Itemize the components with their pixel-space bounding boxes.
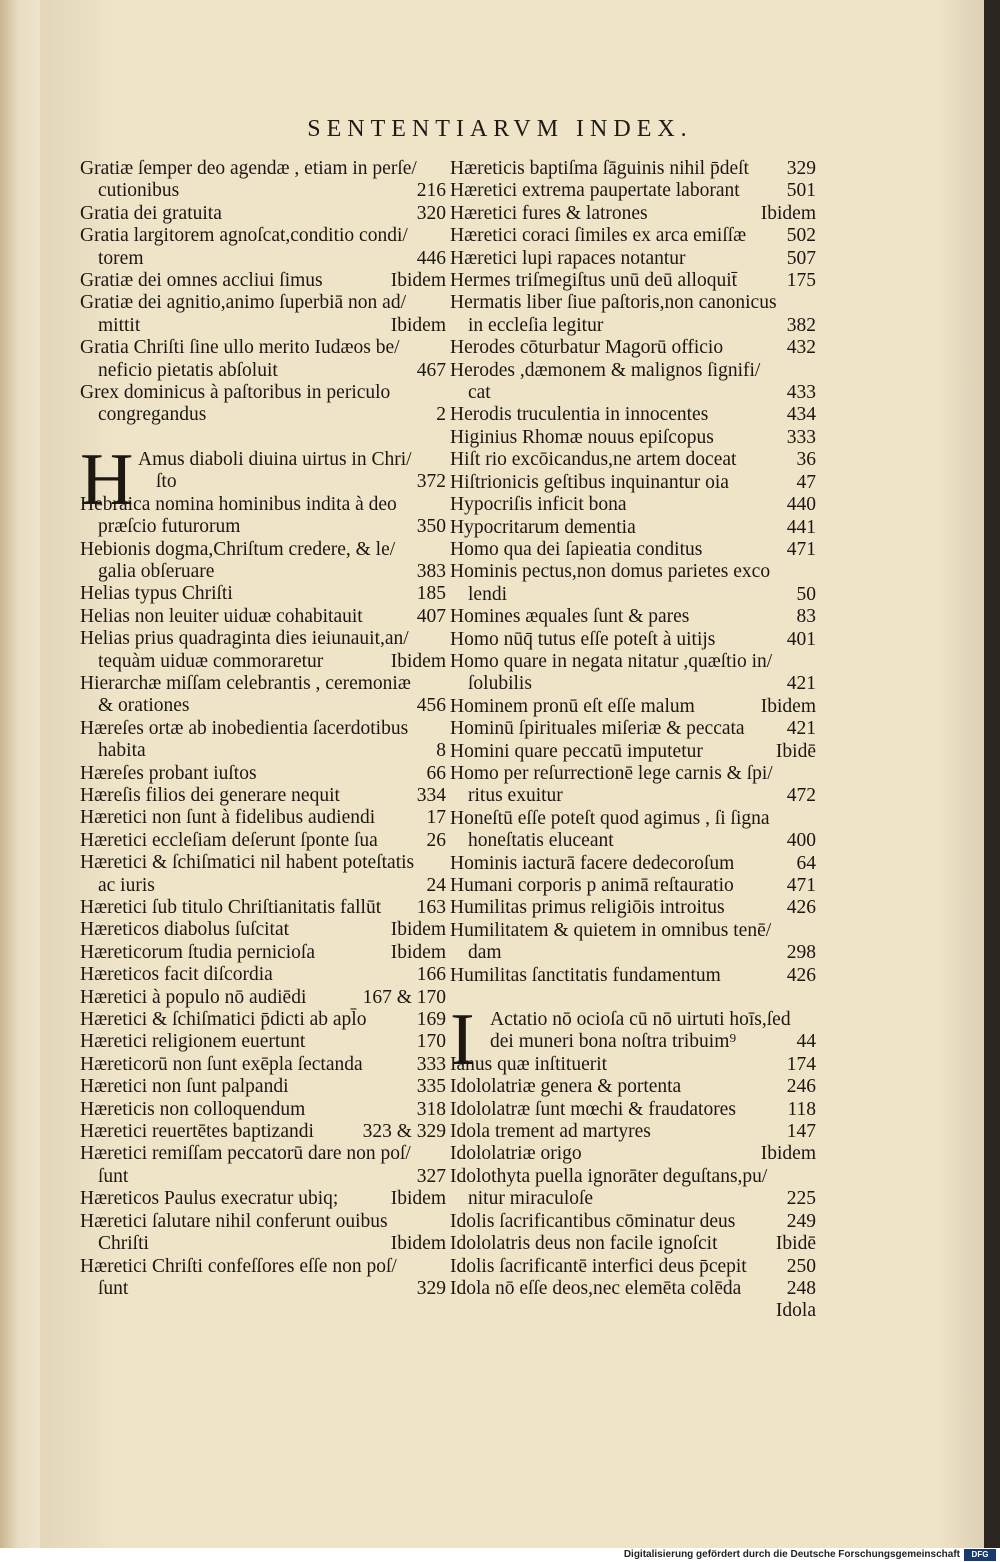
page-ref: Ibidem bbox=[760, 695, 816, 717]
index-entry bbox=[450, 1278, 816, 1300]
page-ref: 334 bbox=[416, 784, 446, 806]
right-column bbox=[450, 158, 816, 1322]
index-entry bbox=[450, 965, 816, 987]
entry-text-cont: præſcio futurorum bbox=[98, 516, 241, 538]
entry-text: Idolis ſacrificantē interfici deus p̄cepit bbox=[450, 1255, 747, 1277]
entry-text: Helias prius quadraginta dies ieiunauit,an/ bbox=[80, 628, 409, 650]
page-ref: Ibidem bbox=[390, 941, 446, 963]
entry-text: Honeſtū eſſe poteſt quod agimus , ſi ſigna bbox=[450, 807, 770, 829]
entry-text: Hæretici fures & latrones bbox=[450, 202, 648, 224]
entry-text: Hæretici lupi rapaces notantur bbox=[450, 247, 686, 269]
index-entry bbox=[80, 1076, 446, 1098]
entry-text: Grex dominicus à paſtoribus in periculo bbox=[80, 382, 391, 404]
index-entry bbox=[80, 1099, 446, 1121]
index-entry bbox=[450, 1121, 816, 1143]
index-entries-h bbox=[80, 494, 446, 1301]
entry-text: Humilitas ſanctitatis fundamentum bbox=[450, 964, 721, 986]
entry-text: Hominis iacturā facere dedecoroſum bbox=[450, 852, 735, 874]
entry-text: Hæretici ſalutare nihil conferunt ouibus bbox=[80, 1210, 388, 1232]
entry-text: Hæreticorū non ſunt exēpla ſectanda bbox=[80, 1053, 363, 1075]
index-entry bbox=[450, 920, 816, 965]
entry-text-cont: honeſtatis eluceant bbox=[468, 830, 614, 852]
entry-text: Hæreticis non colloquendum bbox=[80, 1098, 306, 1120]
index-entry bbox=[490, 1009, 816, 1054]
entry-text: Hæreticorum ſtudia pernicioſa bbox=[80, 941, 316, 963]
page-ref: 44 bbox=[796, 1031, 816, 1053]
entry-text: Hæreſis filios dei generare nequit bbox=[80, 784, 340, 806]
page-ref: Ibidem bbox=[390, 650, 446, 672]
index-entry bbox=[450, 1211, 816, 1233]
entry-text-cont: ritus exuitur bbox=[468, 785, 563, 807]
page-ref: 327 bbox=[416, 1165, 446, 1187]
entry-text: Hæreſes ortæ ab inobedientia ſacerdotibus bbox=[80, 717, 409, 739]
entry-text: Gratiæ dei omnes accliui ſimus bbox=[80, 270, 323, 292]
index-entry bbox=[80, 987, 446, 1009]
entry-text-cont: lendi bbox=[468, 583, 507, 605]
page-ref: 432 bbox=[786, 337, 816, 359]
index-entries-g bbox=[80, 158, 446, 427]
page-ref: 501 bbox=[786, 180, 816, 202]
page-ref: 50 bbox=[796, 583, 816, 605]
index-entry bbox=[450, 1233, 816, 1255]
entry-text: Hæretici ſub titulo Chriſtianitatis fallūt bbox=[80, 897, 382, 918]
entry-text: Gratiæ ſemper deo agendæ , etiam in perſe/ bbox=[80, 158, 417, 179]
entry-text: Hæretici religionem euertunt bbox=[80, 1031, 306, 1053]
entry-text: Homo qua dei ſapieatia conditus bbox=[450, 538, 703, 560]
index-entry bbox=[80, 337, 446, 382]
page-ref: 441 bbox=[786, 516, 816, 538]
index-entry bbox=[80, 897, 446, 919]
page-ref: 66 bbox=[426, 762, 446, 784]
index-entry bbox=[80, 942, 446, 964]
index-entry bbox=[80, 763, 446, 785]
index-entry bbox=[450, 1054, 816, 1076]
index-entry bbox=[80, 494, 446, 539]
entry-text: Hominū ſpirituales miſeriæ & peccata bbox=[450, 718, 745, 740]
page-ref: 434 bbox=[786, 404, 816, 426]
page-edge-shadow bbox=[984, 0, 1000, 1548]
page-ref: 323 & 329 bbox=[362, 1121, 446, 1143]
page-ref: 318 bbox=[416, 1098, 446, 1120]
entry-text: Herodes ,dæmonem & malignos ſignifi/ bbox=[450, 359, 761, 381]
index-entry bbox=[450, 1143, 816, 1165]
index-entry bbox=[450, 517, 816, 539]
entry-text: Amus diaboli diuina uirtus in Chri/ bbox=[138, 448, 412, 470]
index-entry bbox=[80, 1256, 446, 1301]
entry-text-cont: habita bbox=[98, 740, 146, 762]
entry-text-cont: ac iuris bbox=[98, 874, 155, 896]
index-entry bbox=[450, 360, 816, 405]
entry-text: Hermes triſmegiſtus unū deū alloquit̄ bbox=[450, 270, 738, 292]
index-entry bbox=[80, 382, 446, 427]
page-ref: 421 bbox=[786, 673, 816, 695]
page-ref: 147 bbox=[786, 1121, 816, 1143]
index-entry bbox=[450, 629, 816, 651]
page-ref: Ibidem bbox=[390, 314, 446, 336]
index-entries-h2 bbox=[450, 158, 816, 987]
page-ref: 166 bbox=[416, 964, 446, 986]
page-ref: 426 bbox=[786, 897, 816, 919]
page-ref: 163 bbox=[416, 897, 446, 918]
dfg-logo: DFG bbox=[964, 1549, 996, 1561]
index-entry bbox=[80, 203, 446, 225]
footer-bar bbox=[0, 1548, 1000, 1562]
index-entry bbox=[450, 561, 816, 606]
page-ref: 118 bbox=[787, 1098, 816, 1120]
entry-text-cont: ſunt bbox=[98, 1277, 129, 1299]
entry-text: Hebraica nomina hominibus indita à deo bbox=[80, 493, 397, 515]
entry-text: Hæretici & ſchiſmatici p̄dicti ab apl̄o bbox=[80, 1009, 367, 1031]
page-ref: 248 bbox=[786, 1277, 816, 1299]
page-ref: Ibidem bbox=[390, 270, 446, 292]
index-entry bbox=[450, 539, 816, 561]
page-ref: 8 bbox=[436, 740, 446, 762]
index-entry bbox=[80, 785, 446, 807]
page-ref: 167 & 170 bbox=[362, 986, 446, 1008]
entry-text-cont: dei muneri bona noſtra tribuim⁹ bbox=[490, 1031, 737, 1053]
entry-text: Homini quare peccatū imputetur bbox=[450, 740, 703, 762]
page-ref: 333 bbox=[786, 426, 816, 448]
entry-text: Homines æquales ſunt & pares bbox=[450, 606, 690, 628]
entry-text: Hæretici extrema paupertate laborant bbox=[450, 180, 740, 202]
entry-text: Hæretici coraci ſimiles ex arca emiſſæ bbox=[450, 225, 747, 247]
index-entry bbox=[450, 696, 816, 718]
dropcap-h: H bbox=[80, 438, 134, 521]
page-ref: 471 bbox=[786, 875, 816, 896]
index-entry bbox=[80, 718, 446, 763]
entry-text-cont: dam bbox=[468, 942, 502, 964]
index-entry bbox=[80, 292, 446, 337]
index-entry bbox=[80, 964, 446, 986]
entry-text: Hebionis dogma,Chriſtum credere, & le/ bbox=[80, 538, 396, 560]
page-ref: 400 bbox=[786, 830, 816, 852]
entry-text: Idololatris deus non facile ignoſcit bbox=[450, 1233, 718, 1255]
page-ref: Ibidem bbox=[760, 202, 816, 224]
entry-text: Ianus quæ inſtituerit bbox=[450, 1053, 608, 1075]
page-ref: 421 bbox=[786, 718, 816, 740]
entry-text: Homo quare in negata nitatur ,quæſtio in/ bbox=[450, 650, 773, 672]
index-entry bbox=[450, 158, 816, 180]
index-entry bbox=[80, 606, 446, 628]
page-ref: 372 bbox=[416, 471, 446, 493]
entry-text: Helias non leuiter uiduæ cohabitauit bbox=[80, 605, 363, 627]
index-entry bbox=[450, 225, 816, 247]
entry-text: Homo per reſurrectionē lege carnis & ſpi/ bbox=[450, 762, 773, 784]
entry-text: Hominis pectus,non domus parietes exco bbox=[450, 561, 771, 583]
entry-text: Idololatriæ genera & portenta bbox=[450, 1076, 682, 1098]
index-entry bbox=[80, 1143, 446, 1188]
book-spine bbox=[0, 0, 40, 1548]
page-ref: Ibidē bbox=[775, 1233, 816, 1255]
index-entry bbox=[450, 897, 816, 919]
index-entry bbox=[450, 203, 816, 225]
index-entry bbox=[450, 248, 816, 270]
page-ref: 382 bbox=[786, 314, 816, 336]
entry-text-cont: ſunt bbox=[98, 1165, 129, 1187]
index-entry bbox=[450, 1166, 816, 1211]
index-entry bbox=[80, 852, 446, 897]
index-entry bbox=[80, 1188, 446, 1210]
index-entry bbox=[450, 1076, 816, 1098]
entry-text: Idola nō eſſe deos,nec elemēta colēda bbox=[450, 1277, 742, 1299]
entry-text: Gratia dei gratuita bbox=[80, 202, 222, 224]
entry-text-cont: tequàm uiduæ commoraretur bbox=[98, 650, 324, 672]
index-entry bbox=[450, 808, 816, 853]
catchword: Idola bbox=[775, 1300, 816, 1322]
index-entry bbox=[450, 292, 816, 337]
entry-text: Hæreticis baptiſma ſāguinis nihil p̄deſt bbox=[450, 158, 749, 179]
entry-text: Gratiæ dei agnitio,animo ſuperbiā non ad/ bbox=[80, 292, 407, 314]
index-entry bbox=[450, 875, 816, 897]
index-entry bbox=[80, 158, 446, 203]
index-entry bbox=[80, 919, 446, 941]
page-ref: 36 bbox=[796, 449, 816, 471]
page-ref: 64 bbox=[796, 852, 816, 874]
entry-text-cont: mittit bbox=[98, 314, 141, 336]
page-ref: 185 bbox=[416, 583, 446, 605]
entry-text: Hæretici & ſchiſmatici nil habent poteſtatis bbox=[80, 852, 415, 874]
index-entry bbox=[80, 225, 446, 270]
entry-text: Hypocritarum dementia bbox=[450, 516, 636, 538]
index-entries-i bbox=[450, 1054, 816, 1300]
page-ref: 456 bbox=[416, 695, 446, 717]
running-head: SENTENTIARVM INDEX. bbox=[307, 116, 693, 142]
entry-text: Humani corporis p animā reſtauratio bbox=[450, 875, 734, 896]
index-entry bbox=[450, 741, 816, 763]
page-ref: 2 bbox=[436, 404, 446, 426]
page-ref: Ibidem bbox=[390, 919, 446, 941]
index-entry bbox=[450, 404, 816, 426]
index-entry bbox=[450, 180, 816, 202]
entry-text: Hominem pronū eſt eſſe malum bbox=[450, 695, 695, 717]
page-ref: 174 bbox=[786, 1053, 816, 1075]
page-ref: Ibidem bbox=[390, 1233, 446, 1255]
entry-text-cont: neficio pietatis abſoluit bbox=[98, 359, 278, 381]
page-ref: 329 bbox=[786, 158, 816, 179]
index-entry bbox=[80, 830, 446, 852]
entry-text: Actatio nō ocioſa cū nō uirtuti hoīs,ſed bbox=[490, 1009, 791, 1031]
entry-text: Hermatis liber ſiue paſtoris,non canonicus bbox=[450, 292, 777, 314]
index-entry bbox=[80, 628, 446, 673]
index-entry bbox=[80, 1054, 446, 1076]
index-entry bbox=[450, 651, 816, 696]
index-entry bbox=[450, 472, 816, 494]
entry-text-cont: nitur miraculoſe bbox=[468, 1188, 594, 1210]
entry-text: Hæretici non ſunt à fidelibus audiendi bbox=[80, 807, 376, 829]
page-ref: 471 bbox=[786, 538, 816, 560]
entry-text-cont: congregandus bbox=[98, 404, 207, 426]
index-entry bbox=[80, 807, 446, 829]
index-entry bbox=[80, 539, 446, 584]
index-entry bbox=[450, 494, 816, 516]
index-entry bbox=[450, 763, 816, 808]
entry-text-cont: cutionibus bbox=[98, 180, 180, 202]
page-ref: 24 bbox=[426, 874, 446, 896]
entry-text: Hæreſes probant iuſtos bbox=[80, 762, 257, 784]
entry-text: Homo nūq̄ tutus eſſe poteſt à uitijs bbox=[450, 628, 716, 650]
entry-text: Herodis truculentia in innocentes bbox=[450, 404, 709, 426]
page-ref: 426 bbox=[786, 964, 816, 986]
index-entry bbox=[450, 270, 816, 292]
entry-text: Hæretici à populo nō audiēdi bbox=[80, 986, 307, 1008]
entry-text: Hæreticos facit diſcordia bbox=[80, 964, 273, 986]
page-ref: 350 bbox=[416, 516, 446, 538]
index-entry bbox=[138, 449, 446, 494]
entry-text: Hæretici Chriſti confeſſores eſſe non poſ/ bbox=[80, 1255, 397, 1277]
page-ref: 333 bbox=[416, 1053, 446, 1075]
entry-text-cont: & orationes bbox=[98, 695, 190, 717]
entry-text: Herodes cōturbatur Magorū officio bbox=[450, 337, 724, 359]
entry-text: Hæretici reuertētes baptizandi bbox=[80, 1121, 314, 1143]
entry-text: Humilitas primus religiōis introitus bbox=[450, 897, 725, 919]
page-ref: 216 bbox=[416, 180, 446, 202]
page-ref: 169 bbox=[416, 1009, 446, 1031]
page-ref: Ibidem bbox=[390, 1188, 446, 1210]
entry-text: Idolis ſacrificantibus cōminatur deus bbox=[450, 1210, 736, 1232]
entry-text: Hæretici eccleſiam deſerunt ſponte ſua bbox=[80, 829, 378, 851]
index-entry bbox=[450, 1099, 816, 1121]
index-entry bbox=[80, 1211, 446, 1256]
index-entry bbox=[450, 427, 816, 449]
entry-text: Hypocriſis inficit bona bbox=[450, 494, 627, 516]
entry-text: Gratia Chriſti ſine ullo merito Iudæos be/ bbox=[80, 337, 400, 359]
entry-text: Idololatriæ origo bbox=[450, 1143, 582, 1165]
page-ref: 225 bbox=[786, 1188, 816, 1210]
page-ref: 507 bbox=[786, 247, 816, 269]
page-ref: 401 bbox=[786, 628, 816, 650]
page-ref: 329 bbox=[416, 1277, 446, 1299]
index-entry bbox=[450, 606, 816, 628]
page-ref: Ibidē bbox=[775, 740, 816, 762]
page-ref: 26 bbox=[426, 829, 446, 851]
entry-text-cont: torem bbox=[98, 247, 144, 269]
page-ref: 407 bbox=[416, 605, 446, 627]
entry-text-cont: cat bbox=[468, 382, 491, 404]
entry-text: Helias typus Chriſti bbox=[80, 583, 233, 605]
entry-text: Humilitatem & quietem in omnibus tenē/ bbox=[450, 919, 772, 941]
entry-text: Idololatræ ſunt mœchi & fraudatores bbox=[450, 1098, 736, 1120]
entry-text-cont: Chriſti bbox=[98, 1233, 149, 1255]
entry-text: Higinius Rhomæ nouus epiſcopus bbox=[450, 426, 714, 448]
page-ref: 433 bbox=[786, 382, 816, 404]
index-entry bbox=[450, 1256, 816, 1278]
index-entry bbox=[450, 718, 816, 740]
index-entry bbox=[450, 449, 816, 471]
index-entry bbox=[80, 1031, 446, 1053]
entry-text: Hiſtrionicis geſtibus inquinantur oia bbox=[450, 471, 729, 493]
page-ref: 467 bbox=[416, 359, 446, 381]
entry-text: Hæretici non ſunt palpandi bbox=[80, 1076, 289, 1098]
footer-credit: Digitalisierung gefördert durch die Deutsche Forschungsgemeinschaft bbox=[623, 1549, 960, 1560]
entry-text: Gratia largitorem agnoſcat,conditio condi/ bbox=[80, 225, 408, 247]
entry-text-cont: ſto bbox=[156, 471, 177, 493]
page-ref: 175 bbox=[786, 270, 816, 292]
index-entry bbox=[80, 583, 446, 605]
page-ref: 502 bbox=[786, 225, 816, 247]
index-entry bbox=[80, 673, 446, 718]
index-entry bbox=[80, 1121, 446, 1143]
dropcap-i: I bbox=[450, 999, 475, 1082]
index-entry bbox=[80, 1009, 446, 1031]
page-ref: 246 bbox=[786, 1076, 816, 1098]
page-ref: 250 bbox=[786, 1255, 816, 1277]
page-ref: 383 bbox=[416, 560, 446, 582]
entry-text: Idola trement ad martyres bbox=[450, 1121, 651, 1143]
entry-text-cont: ſolubilis bbox=[468, 673, 532, 695]
page-ref: 446 bbox=[416, 247, 446, 269]
entry-text: Hierarchæ miſſam celebrantis , ceremoniæ bbox=[80, 672, 411, 694]
entry-text: Hæreticos Paulus execratur ubiq; bbox=[80, 1188, 339, 1210]
page-ref: 47 bbox=[796, 471, 816, 493]
index-entry bbox=[80, 270, 446, 292]
entry-text: Hæreticos diabolus ſuſcitat bbox=[80, 919, 290, 941]
page-ref: 440 bbox=[786, 494, 816, 516]
left-column bbox=[80, 158, 446, 1300]
index-entry bbox=[450, 337, 816, 359]
page-ref: 170 bbox=[416, 1031, 446, 1053]
index-entry bbox=[450, 853, 816, 875]
entry-text: Hiſt rio excōicandus,ne artem doceat bbox=[450, 449, 737, 471]
entry-text: Idolothyta puella ignorāter deguſtans,pu/ bbox=[450, 1165, 768, 1187]
page-ref: 298 bbox=[786, 942, 816, 964]
entry-text-cont: in eccleſia legitur bbox=[468, 314, 604, 336]
page-ref: 249 bbox=[786, 1210, 816, 1232]
page-ref: 17 bbox=[426, 807, 446, 829]
page-ref: 335 bbox=[416, 1076, 446, 1098]
entry-text: Hæretici remiſſam peccatorū dare non poſ/ bbox=[80, 1143, 411, 1165]
entry-text-cont: galia obſeruare bbox=[98, 560, 215, 582]
page-ref: 320 bbox=[416, 202, 446, 224]
page-ref: 472 bbox=[786, 785, 816, 807]
page-ref: Ibidem bbox=[760, 1143, 816, 1165]
page-ref: 83 bbox=[796, 606, 816, 628]
